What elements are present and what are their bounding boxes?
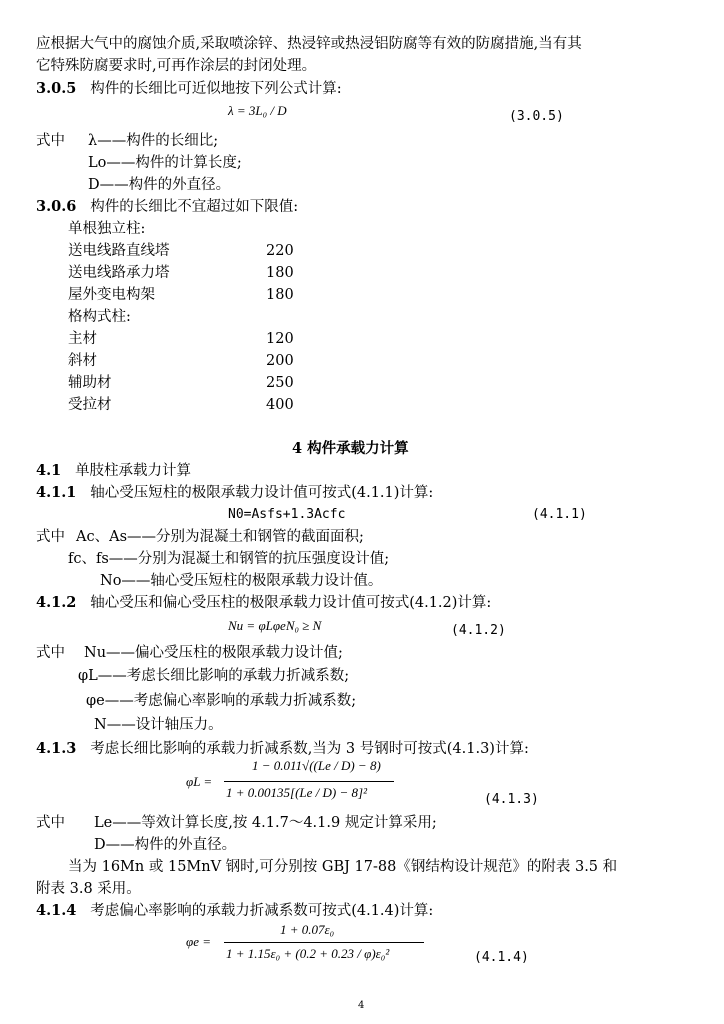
equation-number-4-1-3: (4.1.3) xyxy=(484,792,539,807)
section-number: 4.1.4 xyxy=(36,902,77,919)
section-number: 4.1.1 xyxy=(36,484,77,501)
limit-name: 受拉材 xyxy=(68,397,112,413)
intro-line-1: 应根据大气中的腐蚀介质,采取喷涂锌、热浸锌或热浸铝防腐等有效的防腐措施,当有其 xyxy=(36,36,582,52)
equation-number-4-1-2: (4.1.2) xyxy=(451,623,506,638)
section-text: 考虑长细比影响的承载力折减系数,当为 3 号钢时可按式(4.1.3)计算: xyxy=(90,741,529,757)
section-4-1-4 xyxy=(36,901,433,921)
section-4-1 xyxy=(36,461,191,481)
limit-name: 主材 xyxy=(68,331,97,347)
fraction-denominator: 1 + 0.00135[(Le / D) − 8]² xyxy=(226,785,367,800)
section-number: 4.1.3 xyxy=(36,740,77,757)
where-label: 式中 xyxy=(36,529,65,545)
section-3-0-6 xyxy=(36,197,298,217)
note-line-1: 当为 16Mn 或 15MnV 钢时,可分别按 GBJ 17-88《钢结构设计规范》的附表 3.5 和 xyxy=(68,859,618,875)
section-3-0-5 xyxy=(36,79,342,99)
section-text: 构件的长细比不宜超过如下限值: xyxy=(90,199,299,215)
definition: Ac、As——分别为混凝土和钢管的截面面积; xyxy=(76,529,364,545)
formula-4-1-3-fraction xyxy=(224,758,394,806)
chapter-title: 4 构件承载力计算 xyxy=(292,440,409,457)
equation-number-3-0-5: (3.0.5) xyxy=(509,109,564,124)
limit-value: 400 xyxy=(266,397,294,413)
where-label: 式中 xyxy=(36,815,65,831)
limit-value: 200 xyxy=(266,353,294,369)
fraction-numerator: 1 + 0.07ε₀ xyxy=(280,922,335,937)
group-title: 格构式柱: xyxy=(68,309,131,325)
section-number: 3.0.6 xyxy=(36,198,77,215)
section-number: 3.0.5 xyxy=(36,80,77,97)
definition: N——设计轴压力。 xyxy=(94,717,223,733)
section-4-1-2 xyxy=(36,593,491,613)
fraction-denominator: 1 + 1.15ε₀ + (0.2 + 0.23 / φ)ε₀² xyxy=(226,946,390,961)
formula-4-1-3-lhs: φL = xyxy=(186,774,213,789)
fraction-numerator: 1 − 0.011√((Le / D) − 8) xyxy=(252,758,381,773)
intro-line-2: 它特殊防腐要求时,可再作涂层的封闭处理。 xyxy=(36,58,317,74)
where-label: 式中 xyxy=(36,645,65,661)
limit-name: 屋外变电构架 xyxy=(68,287,155,303)
definition: D——构件的外直径。 xyxy=(88,177,231,193)
limit-name: 斜材 xyxy=(68,353,97,369)
definition: fc、fs——分别为混凝土和钢管的抗压强度设计值; xyxy=(68,551,390,567)
definition: φL——考虑长细比影响的承载力折减系数; xyxy=(78,668,350,684)
formula-4-1-4-fraction xyxy=(224,922,424,970)
section-text: 构件的长细比可近似地按下列公式计算: xyxy=(90,81,342,97)
fraction-bar xyxy=(224,942,424,943)
section-text: 考虑偏心率影响的承载力折减系数可按式(4.1.4)计算: xyxy=(90,903,434,919)
section-4-1-3 xyxy=(36,739,529,759)
section-4-1-1 xyxy=(36,483,433,503)
where-label: 式中 xyxy=(36,133,65,149)
section-number: 4.1 xyxy=(36,462,62,479)
section-text: 轴心受压和偏心受压柱的极限承载力设计值可按式(4.1.2)计算: xyxy=(90,595,492,611)
formula-4-1-1: N0=Asfs+1.3Acfc xyxy=(228,507,346,522)
formula-3-0-5: λ = 3L₀ / D xyxy=(228,103,287,118)
section-number: 4.1.2 xyxy=(36,594,77,611)
definition: D——构件的外直径。 xyxy=(94,837,237,853)
limit-name: 送电线路直线塔 xyxy=(68,243,170,259)
limit-value: 250 xyxy=(266,375,294,391)
note-line-2: 附表 3.8 采用。 xyxy=(36,881,141,897)
limit-name: 辅助材 xyxy=(68,375,112,391)
limit-value: 120 xyxy=(266,331,294,347)
definition: λ——构件的长细比; xyxy=(88,133,219,149)
formula-4-1-2: Nu = φLφeN₀ ≥ N xyxy=(228,618,322,633)
definition: Lo——构件的计算长度; xyxy=(88,155,242,171)
limit-value: 180 xyxy=(266,287,294,303)
definition: Nu——偏心受压柱的极限承载力设计值; xyxy=(84,645,343,661)
limit-value: 220 xyxy=(266,243,294,259)
section-text: 轴心受压短柱的极限承载力设计值可按式(4.1.1)计算: xyxy=(90,485,434,501)
definition: Le——等效计算长度,按 4.1.7～4.1.9 规定计算采用; xyxy=(94,815,437,831)
group-title: 单根独立柱: xyxy=(68,221,146,237)
equation-number-4-1-4: (4.1.4) xyxy=(474,950,529,965)
section-text: 单肢柱承载力计算 xyxy=(75,463,192,479)
limit-name: 送电线路承力塔 xyxy=(68,265,170,281)
formula-4-1-4-lhs: φe = xyxy=(186,934,211,949)
limit-value: 180 xyxy=(266,265,294,281)
definition: No——轴心受压短柱的极限承载力设计值。 xyxy=(100,573,383,589)
fraction-bar xyxy=(224,781,394,782)
equation-number-4-1-1: (4.1.1) xyxy=(532,507,587,522)
definition: φe——考虑偏心率影响的承载力折减系数; xyxy=(86,693,357,709)
page-number: 4 xyxy=(358,1000,365,1011)
